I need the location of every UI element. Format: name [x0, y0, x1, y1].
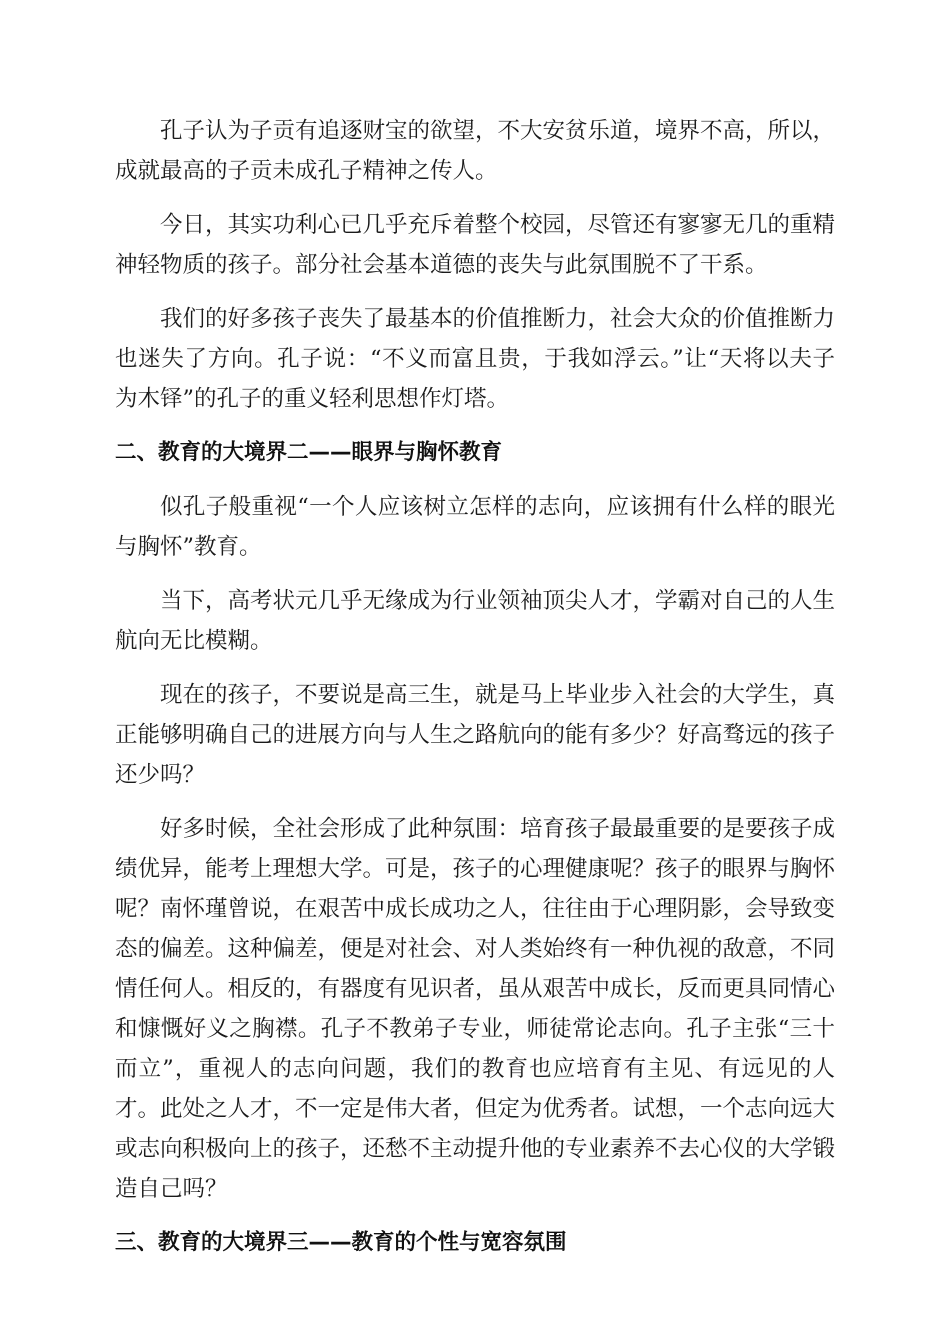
paragraph: 当下，高考状元几乎无缘成为行业领袖顶尖人才，学霸对自己的人生航向无比模糊。	[115, 588, 836, 654]
paragraph: 现在的孩子，不要说是高三生，就是马上毕业步入社会的大学生，真正能够明确自己的进展方向与人生之路航向的能有多少？好高骛远的孩子还少吗？	[115, 682, 836, 788]
paragraph: 好多时候，全社会形成了此种氛围：培育孩子最最重要的是要孩子成绩优异，能考上理想大学。可是，孩子的心理健康呢？孩子的眼界与胸怀呢？南怀瑾曾说，在艰苦中成长成功之人，往往由于心理阴影，会导致变态的偏差。这种偏差，便是对社会、对人类始终有一种仇视的敌意，不同情任何人。相反的，有器度有见识者，虽从艰苦中成长，反而更具同情心和慷慨好义之胸襟。孔子不教弟子专业，师徒常论志向。孔子主张“三十而立”，重视人的志向问题，我们的教育也应培育有主见、有远见的人才。此处之人才，不一定是伟大者，但定为优秀者。试想，一个志向远大或志向积极向上的孩子，还愁不主动提升他的专业素养不去心仪的大学锻造自己吗？	[115, 816, 836, 1202]
paragraph: 我们的好多孩子丧失了最基本的价值推断力，社会大众的价值推断力也迷失了方向。孔子说：“不义而富且贵，于我如浮云。”让“天将以夫子为木铎”的孔子的重义轻利思想作灯塔。	[115, 306, 836, 412]
section-heading: 二、教育的大境界二——眼界与胸怀教育	[115, 440, 503, 465]
paragraph: 孔子认为子贡有追逐财宝的欲望，不大安贫乐道，境界不高，所以，成就最高的子贡未成孔子精神之传人。	[115, 118, 836, 184]
section-heading: 三、教育的大境界三——教育的个性与宽容氛围	[115, 1230, 567, 1255]
paragraph: 今日，其实功利心已几乎充斥着整个校园，尽管还有寥寥无几的重精神轻物质的孩子。部分社会基本道德的丧失与此氛围脱不了干系。	[115, 212, 836, 278]
paragraph: 似孔子般重视“一个人应该树立怎样的志向，应该拥有什么样的眼光与胸怀”教育。	[115, 494, 835, 560]
document-body	[115, 111, 835, 1277]
